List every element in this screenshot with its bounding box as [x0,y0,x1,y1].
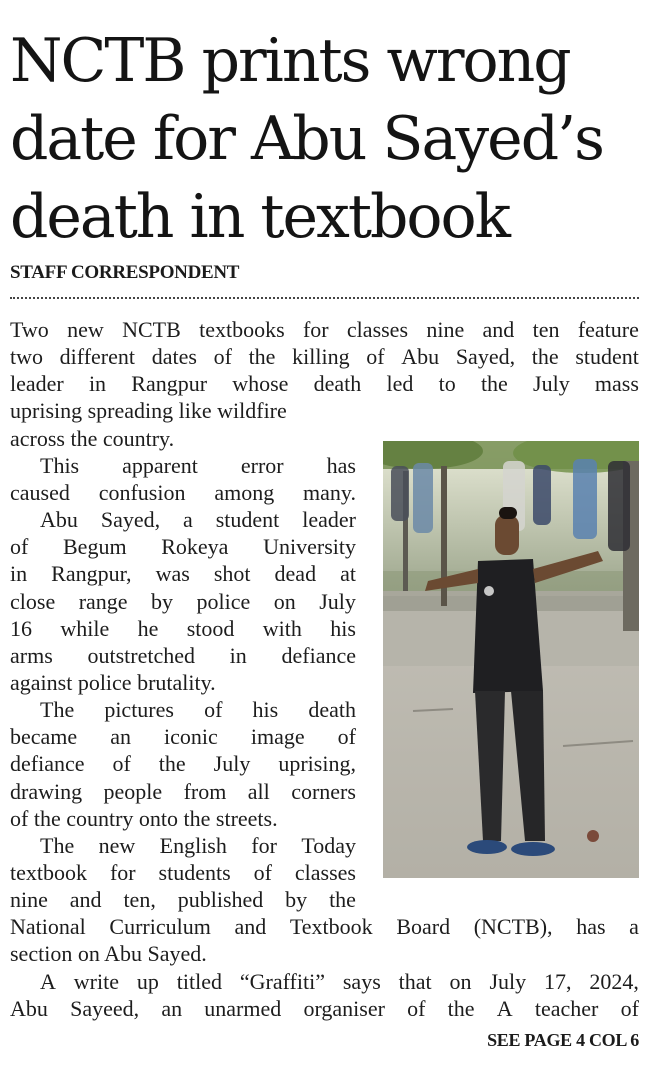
body-line: National Curriculum and Textbook Board (NCTB), has a [10,914,639,940]
headline-line: date for Abu Sayed’s [10,104,603,174]
body-line: of Begum Rokeya University [10,534,356,560]
body-line: The pictures of his death [40,697,356,723]
body-line: two different dates of the killing of Abu Sayed, the student [10,344,639,370]
body-line: became an iconic image of [10,724,356,750]
body-line: leader in Rangpur whose death led to the July mass [10,371,639,397]
body-line: A write up titled “Graffiti” says that on July 17, 2024, [40,968,639,994]
body-line: Abu Sayeed, an unarmed organiser of the A teacher of [10,995,639,1021]
body-line: against police brutality. [10,670,216,695]
continuation-note: SEE PAGE 4 COL 6 [487,1030,639,1050]
headline-line: NCTB prints wrong [10,26,570,96]
body-line: defiance of the July uprising, [10,751,356,777]
body-line: Two new NCTB textbooks for classes nine and ten feature [10,317,639,342]
headline [10,22,642,256]
body-line: textbook for students of classes [10,860,356,885]
body-line: Abu Sayed, a student leader [40,507,356,532]
body-line: drawing people from all corners [10,778,356,804]
body-line: in Rangpur, was shot dead at [10,561,356,587]
body-line: uprising spreading like wildfire [10,398,287,424]
body-line: nine and ten, published by the [10,887,356,913]
body-line: This apparent error has [40,452,356,478]
body-line: across the country. [10,425,175,451]
dotted-divider [10,297,639,299]
body-line: caused confusion among many. [10,479,356,505]
body-line: 16 while he stood with his [10,615,356,641]
headline-line: death in textbook [10,182,509,252]
body-line: close range by police on July [10,588,356,614]
body-line: of the country onto the streets. [10,805,278,831]
news-photo [383,441,639,878]
byline: STAFF CORRESPONDENT [10,262,240,283]
photo-illustration [383,441,639,878]
body-line: section on Abu Sayed. [10,941,207,967]
body-line: The new English for Today [40,832,356,858]
body-line: arms outstretched in defiance [10,642,356,668]
